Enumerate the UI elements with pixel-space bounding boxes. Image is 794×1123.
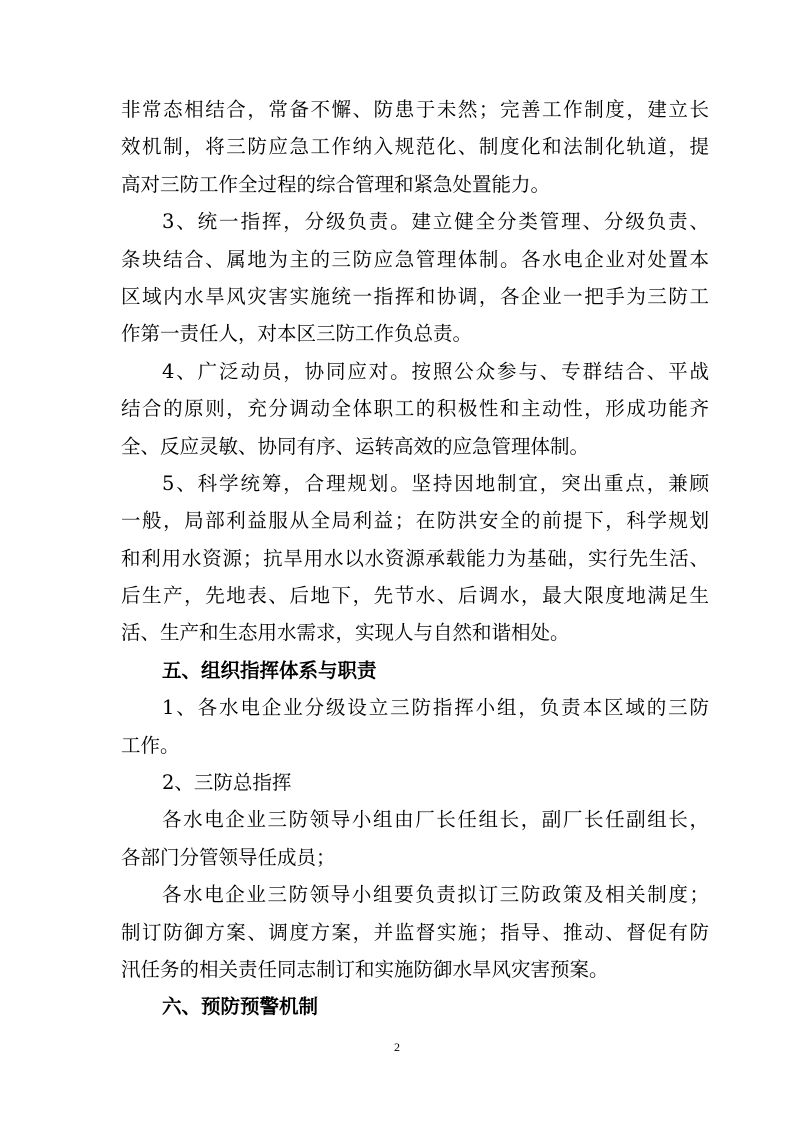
document-body (121, 91, 709, 1026)
text-line: 作第一责任人，对本区三防工作负总责。 (121, 322, 473, 346)
text-line: 1、各水电企业分级设立三防指挥小组，负责本区域的三防 (162, 696, 709, 720)
text-line: 各部门分管领导任成员； (121, 845, 336, 869)
text-line: 全、反应灵敏、协同有序、运转高效的应急管理体制。 (121, 434, 590, 458)
text-line: 5、科学统筹，合理规划。坚持因地制宜，突出重点，兼顾 (162, 471, 709, 495)
text-line: 条块结合、属地为主的三防应急管理体制。各水电企业对处置本 (121, 247, 709, 271)
section-heading: 六、预防预警机制 (162, 995, 319, 1019)
text-line: 高对三防工作全过程的综合管理和紧急处置能力。 (121, 172, 551, 196)
text-line: 各水电企业三防领导小组由厂长任组长，副厂长任副组长， (162, 808, 709, 832)
text-line: 结合的原则，充分调动全体职工的积极性和主动性，形成功能齐 (121, 397, 709, 421)
text-line: 一般，局部利益服从全局利益；在防洪安全的前提下，科学规划 (121, 509, 709, 533)
text-line: 效机制，将三防应急工作纳入规范化、制度化和法制化轨道，提 (121, 135, 709, 159)
text-line: 汛任务的相关责任同志制订和实施防御水旱风灾害预案。 (121, 957, 609, 981)
section-heading: 五、组织指挥体系与职责 (162, 658, 377, 682)
text-line: 区域内水旱风灾害实施统一指挥和协调，各企业一把手为三防工 (121, 284, 709, 308)
text-line: 活、生产和生态用水需求，实现人与自然和谐相处。 (121, 621, 570, 645)
text-line: 和利用水资源；抗旱用水以水资源承载能力为基础，实行先生活、 (121, 546, 709, 570)
page-number: 2 (394, 1040, 400, 1054)
text-line: 非常态相结合，常备不懈、防患于未然；完善工作制度，建立长 (121, 98, 709, 121)
text-line: 制订防御方案、调度方案，并监督实施；指导、推动、督促有防 (121, 920, 709, 944)
text-line: 后生产，先地表、后地下，先节水、后调水，最大限度地满足生 (121, 584, 709, 608)
text-line: 各水电企业三防领导小组要负责拟订三防政策及相关制度； (162, 883, 709, 907)
text-line: 工作。 (121, 733, 180, 757)
text-line: 4、广泛动员，协同应对。按照公众参与、专群结合、平战 (162, 359, 709, 383)
subsection-title: 2、三防总指挥 (162, 771, 292, 795)
text-line: 3、统一指挥，分级负责。建立健全分类管理、分级负责、 (162, 210, 709, 234)
